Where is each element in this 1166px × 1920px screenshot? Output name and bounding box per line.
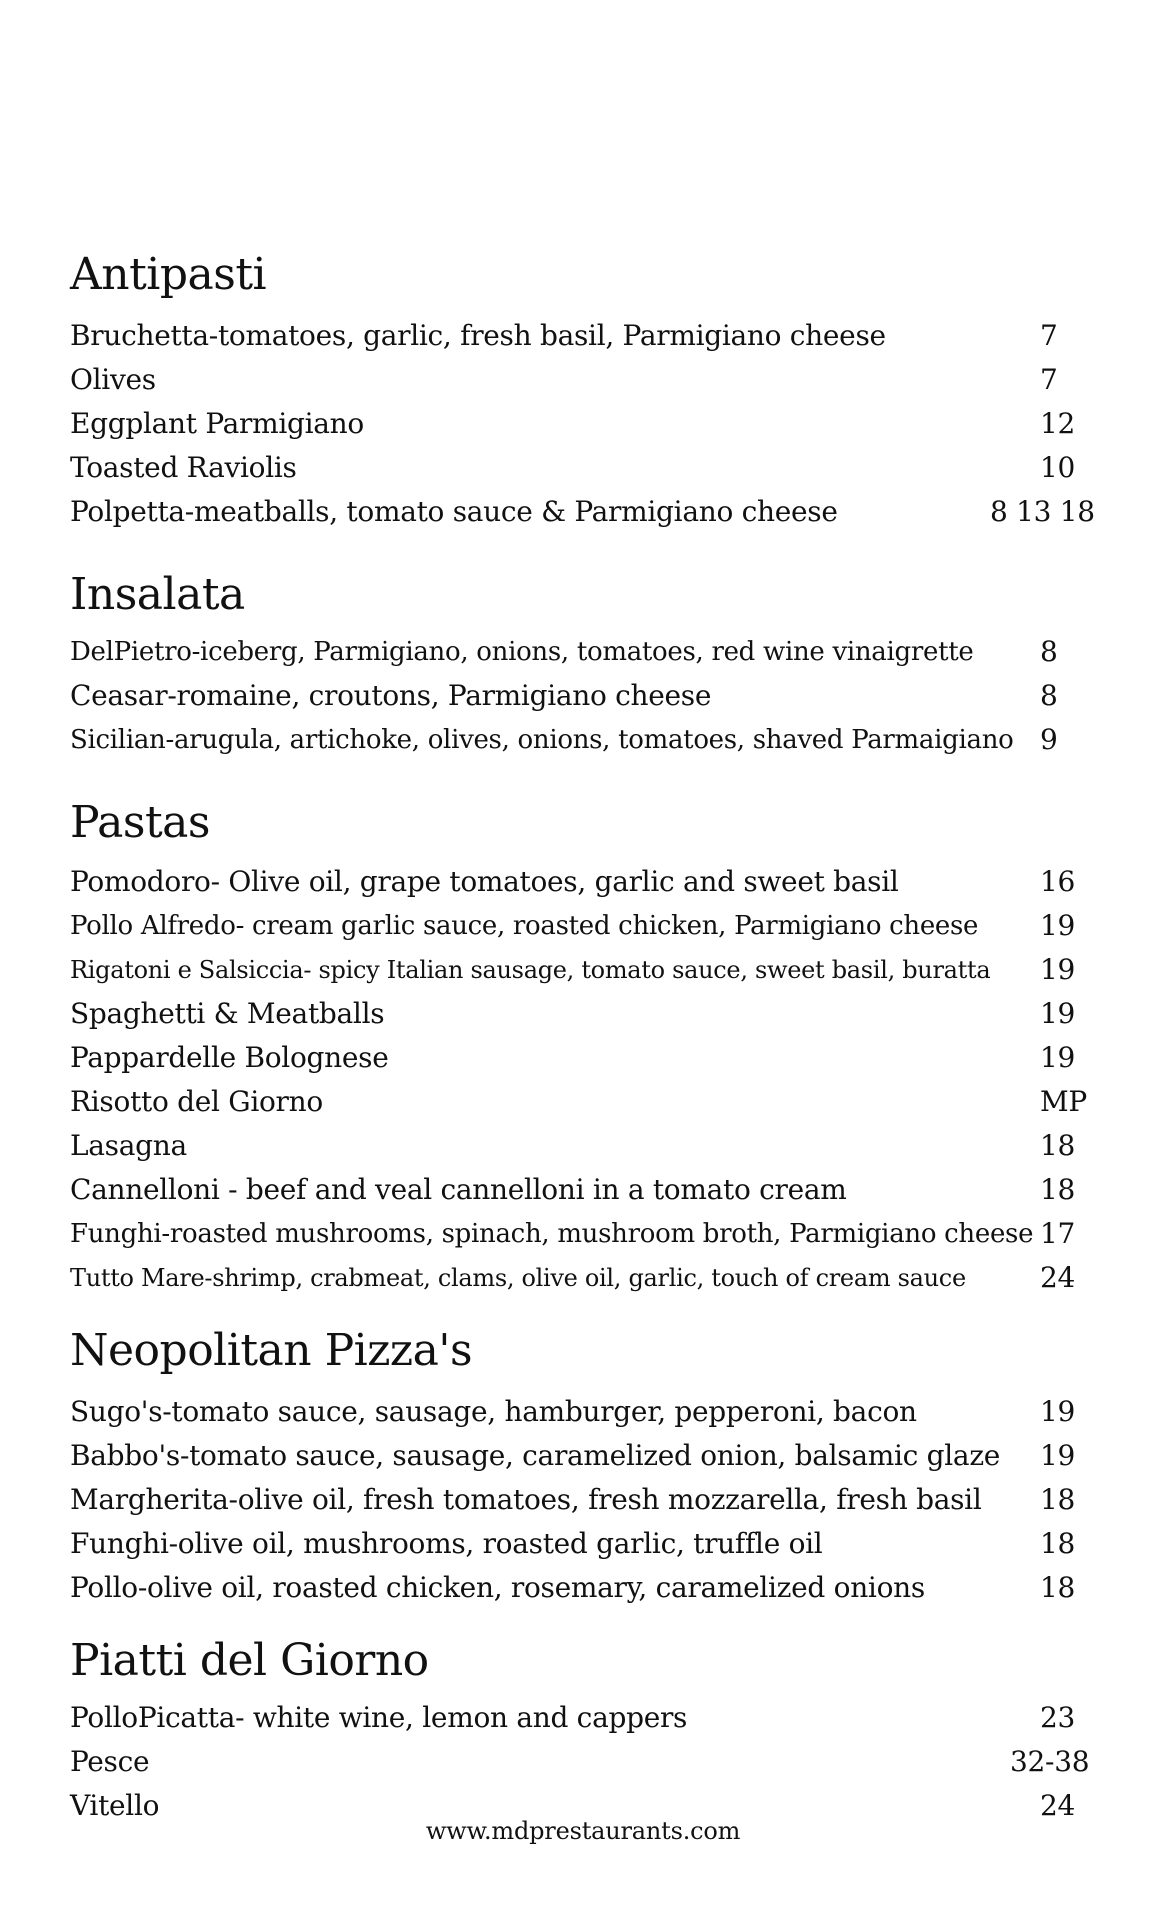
menu-item-name: Funghi-olive oil, mushrooms, roasted garlic, truffle oil (70, 1527, 823, 1560)
menu-item-price: 18 (1040, 1571, 1076, 1604)
menu-item (70, 674, 1110, 718)
menu-item-price: 19 (1040, 1395, 1076, 1428)
menu-item-name: Vitello (70, 1789, 160, 1822)
menu-item (70, 1390, 1110, 1434)
menu-item (70, 446, 1110, 490)
menu-item-price: 8 (1040, 635, 1058, 668)
menu-item (70, 1696, 1110, 1740)
menu-item (70, 1212, 1110, 1256)
menu-item-price: 18 (1040, 1173, 1076, 1206)
menu-item-price: 19 (1040, 953, 1076, 986)
menu-item-name: Toasted Raviolis (70, 451, 297, 484)
menu-item-price: 19 (1040, 909, 1076, 942)
menu-item-price: 7 (1040, 319, 1058, 352)
menu-item-name: Spaghetti & Meatballs (70, 997, 385, 1030)
menu-item (70, 1124, 1110, 1168)
menu-item (70, 1434, 1110, 1478)
menu-item (70, 718, 1110, 762)
menu-item (70, 630, 1110, 674)
menu-item-name: Rigatoni e Salsiccia- spicy Italian sausage, tomato sauce, sweet basil, buratta (70, 956, 991, 984)
section-title: Pastas (70, 797, 210, 848)
menu-item-name: Sugo's-tomato sauce, sausage, hamburger, pepperoni, bacon (70, 1395, 917, 1428)
menu-item (70, 1168, 1110, 1212)
menu-item-price: MP (1040, 1085, 1087, 1118)
menu-item-price: 8 (1040, 679, 1058, 712)
menu-item-name: Pesce (70, 1745, 150, 1778)
menu-item-price: 9 (1040, 723, 1058, 756)
menu-item-price: 18 (1040, 1527, 1076, 1560)
menu-item (70, 1256, 1110, 1300)
menu-item-name: Pollo-olive oil, roasted chicken, rosemary, caramelized onions (70, 1571, 925, 1604)
menu-item-price: 17 (1040, 1217, 1076, 1250)
menu-item (70, 948, 1110, 992)
menu-item-name: Babbo's-tomato sauce, sausage, caramelized onion, balsamic glaze (70, 1439, 1001, 1472)
menu-item-price: 16 (1040, 865, 1076, 898)
menu-item (70, 314, 1110, 358)
menu-item-price: 18 (1040, 1483, 1076, 1516)
menu-item-name: Pomodoro- Olive oil, grape tomatoes, garlic and sweet basil (70, 865, 899, 898)
menu-item (70, 1478, 1110, 1522)
menu-item (70, 992, 1110, 1036)
menu-item-name: Margherita-olive oil, fresh tomatoes, fresh mozzarella, fresh basil (70, 1483, 982, 1516)
menu-item-name: Lasagna (70, 1129, 187, 1162)
menu-item-name: Pappardelle Bolognese (70, 1041, 389, 1074)
menu-item (70, 1522, 1110, 1566)
menu-item (70, 1036, 1110, 1080)
menu-item-name: Bruchetta-tomatoes, garlic, fresh basil, Parmigiano cheese (70, 319, 886, 352)
menu-item-name: Ceasar-romaine, croutons, Parmigiano cheese (70, 679, 712, 712)
menu-page (70, 0, 1110, 1920)
menu-item-price: 7 (1040, 363, 1058, 396)
menu-item-price: 19 (1040, 1439, 1076, 1472)
section-title: Piatti del Giorno (70, 1635, 429, 1686)
menu-item (70, 860, 1110, 904)
menu-item-name: Cannelloni - beef and veal cannelloni in a tomato cream (70, 1173, 847, 1206)
menu-item-name: Funghi-roasted mushrooms, spinach, mushroom broth, Parmigiano cheese (70, 1219, 1034, 1249)
menu-item (70, 1080, 1110, 1124)
menu-item (70, 358, 1110, 402)
menu-item-name: Polpetta-meatballs, tomato sauce & Parmigiano cheese (70, 495, 838, 528)
menu-item-price: 10 (1040, 451, 1076, 484)
menu-item-name: Eggplant Parmigiano (70, 407, 364, 440)
menu-item-name: Olives (70, 363, 156, 396)
menu-item-price: 23 (1040, 1701, 1076, 1734)
menu-item-name: DelPietro-iceberg, Parmigiano, onions, tomatoes, red wine vinaigrette (70, 637, 974, 667)
menu-item-name: Risotto del Giorno (70, 1085, 323, 1118)
menu-item-price: 24 (1040, 1789, 1076, 1822)
website-url[interactable]: www.mdprestaurants.com (425, 1817, 741, 1845)
menu-item (70, 490, 1110, 534)
menu-item-name: Sicilian-arugula, artichoke, olives, onions, tomatoes, shaved Parmaigiano (70, 725, 1014, 755)
menu-item (70, 402, 1110, 446)
menu-item-price: 8 13 18 (990, 495, 1095, 528)
menu-item-name: PolloPicatta- white wine, lemon and cappers (70, 1701, 688, 1734)
menu-item-name: Tutto Mare-shrimp, crabmeat, clams, olive oil, garlic, touch of cream sauce (70, 1264, 966, 1292)
menu-item (70, 1740, 1110, 1784)
menu-item-price: 24 (1040, 1261, 1076, 1294)
section-title: Neopolitan Pizza's (70, 1325, 473, 1376)
menu-item (70, 904, 1110, 948)
menu-item (70, 1566, 1110, 1610)
menu-item-price: 32-38 (1010, 1745, 1090, 1778)
menu-item-price: 19 (1040, 997, 1076, 1030)
menu-item-price: 19 (1040, 1041, 1076, 1074)
menu-item-name: Pollo Alfredo- cream garlic sauce, roasted chicken, Parmigiano cheese (70, 911, 979, 941)
menu-item-price: 18 (1040, 1129, 1076, 1162)
section-title: Antipasti (70, 249, 267, 300)
section-title: Insalata (70, 569, 245, 620)
menu-item-price: 12 (1040, 407, 1076, 440)
